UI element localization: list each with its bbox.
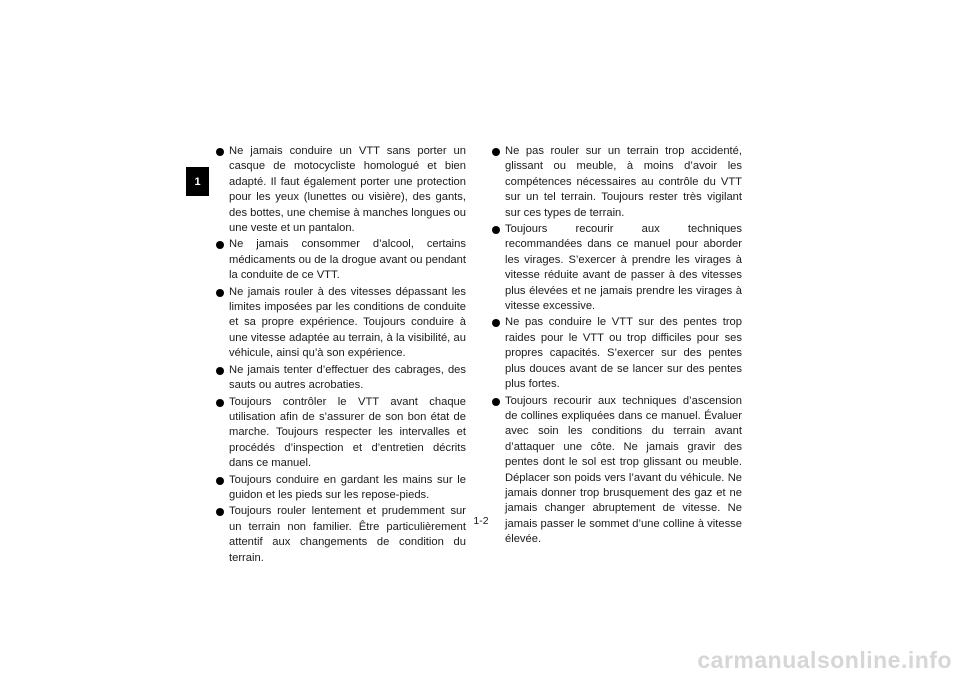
left-column	[216, 144, 466, 567]
bullet-item	[492, 144, 742, 221]
bullet-text: Ne jamais tenter d’effectuer des cabrages, des sauts ou autres acrobaties.	[229, 363, 466, 392]
bullet-icon	[492, 398, 500, 406]
bullet-text: Ne pas conduire le VTT sur des pentes trop raides pour le VTT ou trop difficiles pour ses propres capacités. S’exercer sur des pentes plus douces avant de se lancer sur des pentes plus fortes.	[505, 316, 742, 391]
bullet-item	[216, 504, 466, 566]
bullet-item	[216, 363, 466, 394]
bullet-text: Ne pas rouler sur un terrain trop accidenté, glissant ou meuble, à moins d’avoir les compétences nécessaires au contrôle du VTT sur un tel terrain. Toujours rester très vigilant sur ces types de terrain.	[505, 145, 742, 219]
bullet-icon	[492, 319, 500, 327]
bullet-text: Ne jamais consommer d’alcool, certains médicaments ou de la drogue avant ou pendant la conduite de ce VTT.	[229, 238, 466, 282]
bullet-item	[216, 285, 466, 362]
bullet-icon	[492, 148, 500, 156]
bullet-icon	[216, 399, 224, 407]
bullet-text: Toujours conduire en gardant les mains sur le guidon et les pieds sur les repose-pieds.	[229, 473, 466, 501]
bullet-item	[492, 315, 742, 392]
bullet-icon	[216, 477, 224, 485]
watermark: carmanualsonline.info	[697, 647, 952, 673]
page-number: 1-2	[473, 515, 489, 527]
bullet-text: Toujours recourir aux techniques d’ascension de collines expliquées dans ce manuel. Évaluer avec soin les conditions du terrain avant d’attaquer une côte. Ne jamais gravir des pentes dont le sol est trop glissant ou meuble. Déplacer son poids vers l’avant du véhicule. Ne jamais donner trop brusquement des gaz et ne jamais changer abruptement de vitesse. Ne jamais passer le sommet d’une colline à vitesse élevée.	[505, 394, 742, 546]
bullet-icon	[492, 226, 500, 234]
bullet-icon	[216, 289, 224, 297]
bullet-icon	[216, 241, 224, 249]
bullet-item	[492, 222, 742, 314]
bullet-text: Ne jamais rouler à des vitesses dépassant les limites imposées par les conditions de conduite et sa propre expérience. Toujours conduire à une vitesse adaptée au terrain, à la visibilité, au véhicule, ainsi qu’à son expérience.	[229, 285, 466, 360]
chapter-tab	[186, 167, 209, 196]
right-column	[492, 144, 742, 549]
chapter-number: 1	[194, 175, 201, 188]
bullet-item	[492, 394, 742, 548]
bullet-item	[216, 144, 466, 236]
bullet-icon	[216, 508, 224, 516]
bullet-text: Ne jamais conduire un VTT sans porter un casque de motocycliste homologué et bien adapté. Il faut également porter une protection pour les yeux (lunettes ou visière), des gants, des bottes, une chemise à manches longues ou une veste et un pantalon.	[229, 145, 466, 235]
bullet-text: Toujours recourir aux techniques recommandées dans ce manuel pour aborder les virages. S’exercer à prendre les virages à vitesse réduite avant de passer à des vitesses plus élevées et ne jamais prendre les virages à vitesse excessive.	[505, 223, 742, 313]
bullet-item	[216, 395, 466, 472]
bullet-item	[216, 473, 466, 504]
bullet-item	[216, 237, 466, 283]
bullet-text: Toujours rouler lentement et prudemment sur un terrain non familier. Être particulièrement attentif aux changements de condition du terrain.	[229, 505, 466, 564]
bullet-text: Toujours contrôler le VTT avant chaque utilisation afin de s’assurer de son bon état de marche. Toujours respecter les intervalles et procédés d’inspection et d’entretien décrits dans ce manuel.	[229, 395, 466, 470]
bullet-icon	[216, 367, 224, 375]
bullet-icon	[216, 148, 224, 156]
